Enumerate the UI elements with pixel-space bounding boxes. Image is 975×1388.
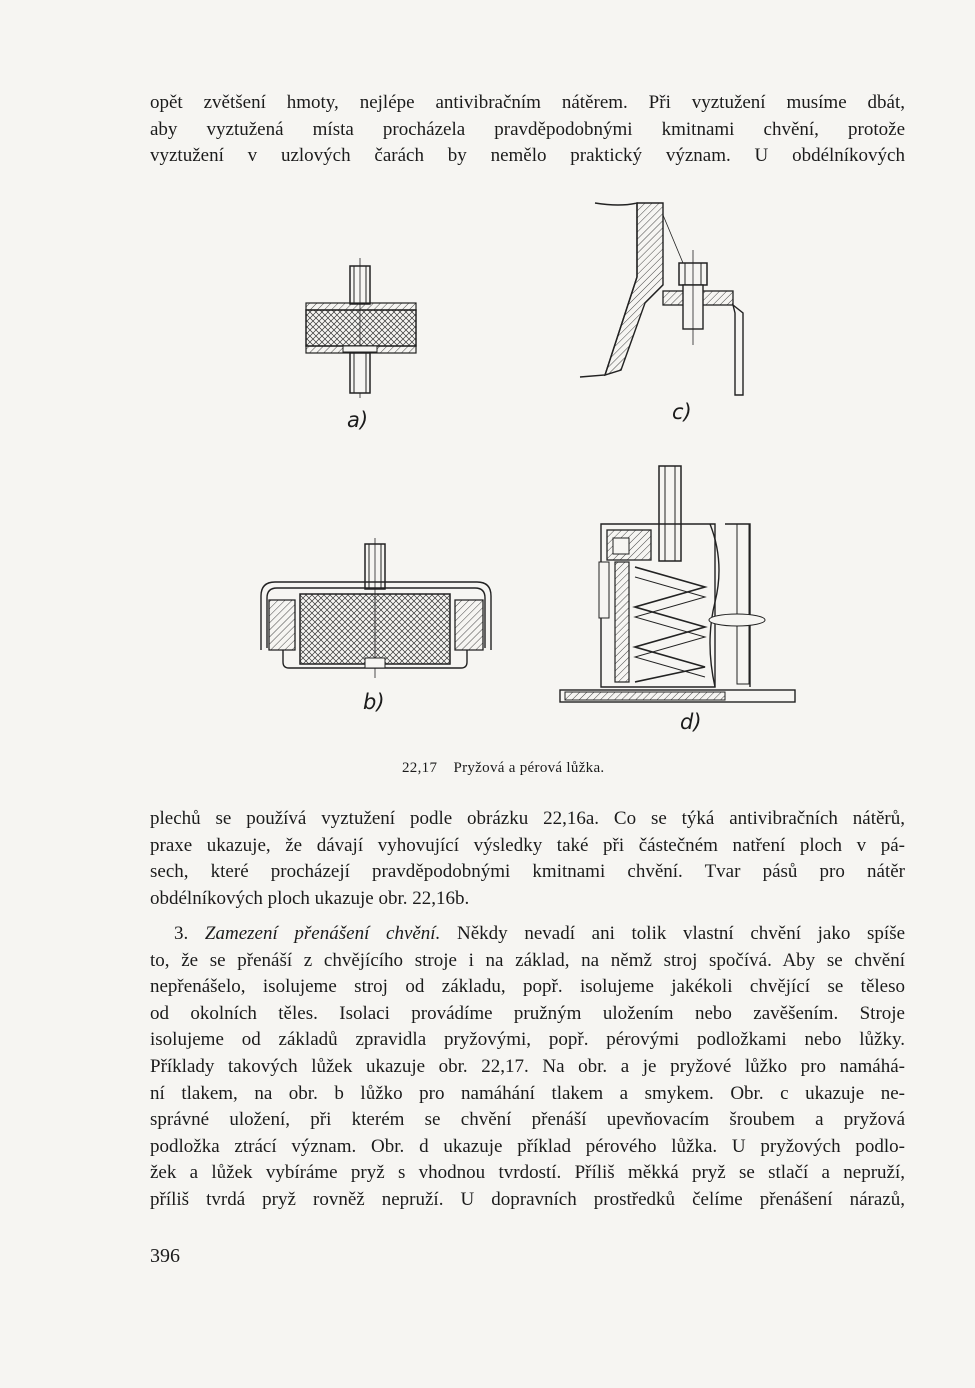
- paragraph-reinforcement: [150, 806, 905, 912]
- text-line: opět zvětšení hmoty, nejlépe antivibračním nátěrem. Při vyztužení musíme dbát,: [150, 92, 905, 113]
- figure-label-a: a): [347, 408, 369, 432]
- text-line: aby vyztužená místa procházela pravděpodobnými kmitnami chvění, protože: [150, 118, 905, 140]
- figure-a-rubber-mount: [298, 258, 428, 398]
- text-line: obdélníkových ploch ukazuje obr. 22,16b.: [150, 887, 470, 909]
- text-line: sech, které procházejí pravděpodobnými kmitnami chvění. Tvar pásů pro nátěr: [150, 861, 905, 883]
- text-line: isolujeme od základů zpravidla pryžovými, popř. pérovými podložkami nebo lůžky.: [150, 1029, 905, 1051]
- figure-label-d: d): [680, 710, 702, 734]
- figure-d-spring-mount: [555, 462, 800, 712]
- text-line: praxe ukazuje, že dávají vyhovující výsledky také při částečném natření ploch v pá-: [150, 834, 905, 856]
- figure-c-incorrect-mount: [575, 195, 755, 400]
- paragraph-intro: [150, 90, 905, 170]
- figure-label-b: b): [363, 690, 385, 714]
- text-line: žek a lůžek vybíráme pryž s vhodnou tvrdostí. Příliš měkká pryž se stlačí a nepruží,: [150, 1162, 905, 1184]
- text-line: nepřenášelo, isolujeme stroj od základu, popř. isolujeme jakékoli chvějící se těleso: [150, 976, 905, 998]
- paragraph-vibration-isolation: [150, 921, 905, 1214]
- text-line: od okolních těles. Isolaci provádíme pružným uložením nebo zavěšením. Stroje: [150, 1002, 905, 1024]
- text-line: to, že se přenáší z chvějícího stroje i na základ, na němž stroj spočívá. Aby se chvění: [150, 949, 905, 971]
- text-line: ní tlakem, na obr. b lůžko pro namáhání tlakem a smykem. Obr. c ukazuje ne-: [150, 1082, 905, 1104]
- text-line: [150, 921, 905, 948]
- figure-b-rubber-mount: [255, 538, 495, 683]
- text-line: plechů se používá vyztužení podle obrázku 22,16a. Co se týká antivibračních nátěrů,: [150, 808, 905, 829]
- section-number: 3.: [174, 923, 189, 944]
- page-number: 396: [150, 1245, 180, 1267]
- figure-caption: 22,17 Pryžová a pérová lůžka.: [402, 760, 605, 776]
- text-line: vyztužení v uzlových čarách by nemělo praktický význam. U obdélníkových: [150, 145, 905, 167]
- text-fragment: Někdy nevadí ani tolik vlastní chvění jako spíše: [457, 923, 906, 944]
- text-line: podložka ztrácí význam. Obr. d ukazuje příklad pérového lůžka. U pryžových podlo-: [150, 1135, 905, 1157]
- figure-label-c: c): [672, 400, 692, 424]
- text-line: Příklady takových lůžek ukazuje obr. 22,17. Na obr. a je pryžové lůžko pro namáhá-: [150, 1055, 905, 1077]
- text-line: správné uložení, při kterém se chvění přenáší upevňovacím šroubem a pryžová: [150, 1109, 905, 1131]
- section-heading: Zamezení přenášení chvění.: [204, 923, 441, 944]
- text-line: příliš tvrdá pryž rovněž nepruží. U dopravních prostředků čelíme přenášení nárazů,: [150, 1188, 905, 1210]
